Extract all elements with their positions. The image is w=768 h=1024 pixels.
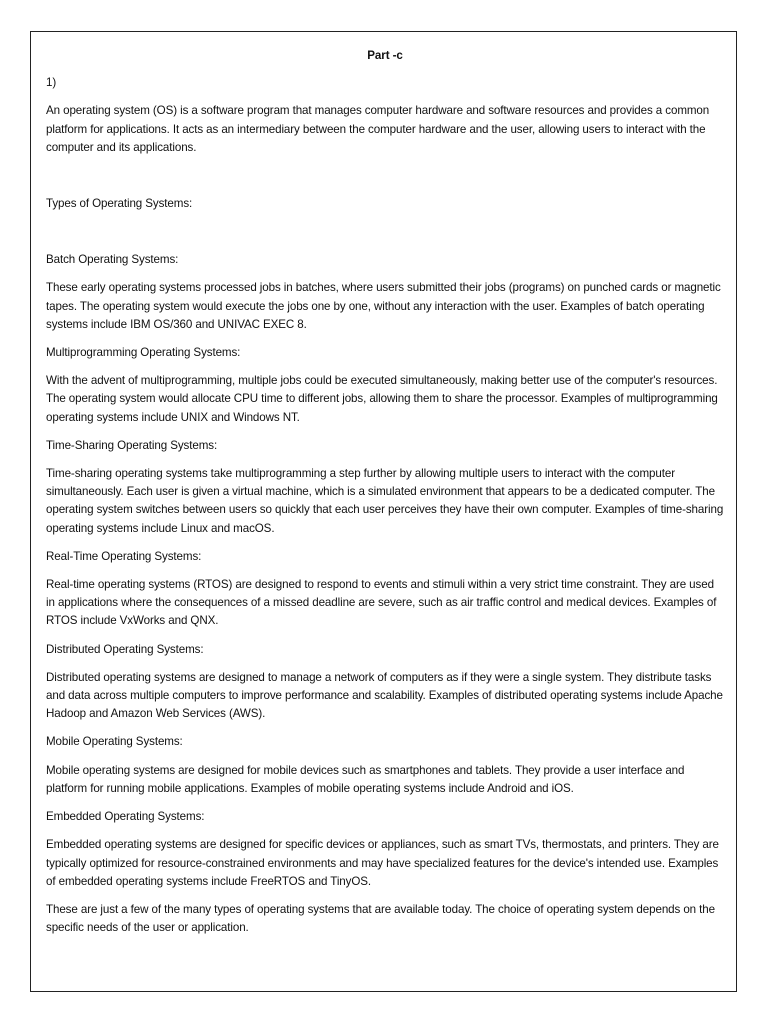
types-heading: Types of Operating Systems: [46,197,193,211]
document-title: Part -c [367,49,403,62]
section-heading-mobile: Mobile Operating Systems: [46,735,183,749]
intro-paragraph: An operating system (OS) is a software program that manages computer hardware and software resources and provides a common platform for applications. It acts as an intermediary between the computer hardware and the user, allowing users to interact with the computer and its applications. [46,104,710,154]
question-number: 1) [46,76,57,90]
section-heading-multiprogramming: Multiprogramming Operating Systems: [46,346,241,360]
document-page [30,31,737,992]
section-body-time-sharing: Time-sharing operating systems take multiprogramming a step further by allowing multiple users to interact with the computer simultaneously. Each user is given a virtual machine, which is a simulated environment that appears to be a dedicated computer. The operating system switches between users so quickly that each user perceives they have their own computer. Examples of time-sharing operating systems include Linux and macOS. [46,467,724,535]
conclusion-paragraph: These are just a few of the many types of operating systems that are available today. The choice of operating system depends on the specific needs of the user or application. [46,902,715,935]
section-body-batch: These early operating systems processed jobs in batches, where users submitted their jobs (programs) on punched cards or magnetic tapes. The operating system would execute the jobs one by one, without any interaction with the user. Examples of batch operating systems include IBM OS/360 and UNIVAC EXEC 8. [46,281,721,331]
section-body-multiprogramming: With the advent of multiprogramming, multiple jobs could be executed simultaneously, making better use of the computer's resources. The operating system would allocate CPU time to different jobs, allowing them to share the processor. Examples of multiprogramming operating systems include UNIX and Windows NT. [46,374,718,424]
section-body-mobile: Mobile operating systems are designed for mobile devices such as smartphones and tablets. They provide a user interface and platform for running mobile applications. Examples of mobile operating systems include Android and iOS. [46,763,685,795]
document-content [46,47,724,947]
section-heading-time-sharing: Time-Sharing Operating Systems: [46,438,218,452]
section-heading-batch: Batch Operating Systems: [46,253,179,267]
section-heading-embedded: Embedded Operating Systems: [46,810,205,824]
section-heading-distributed: Distributed Operating Systems: [46,642,204,656]
section-body-embedded: Embedded operating systems are designed for specific devices or appliances, such as smart TVs, thermostats, and printers. They are typically optimized for resource-constrained environments and may have specialized features for the device's intended use. Examples of embedded operating systems include FreeRTOS and TinyOS. [46,838,719,888]
section-body-real-time: Real-time operating systems (RTOS) are designed to respond to events and stimuli within a very strict time constraint. They are used in applications where the consequences of a missed deadline are severe, such as air traffic control and medical devices. Examples of RTOS include VxWorks and QNX. [46,578,717,628]
section-heading-real-time: Real-Time Operating Systems: [46,549,202,563]
section-body-distributed: Distributed operating systems are designed to manage a network of computers as if they were a single system. They distribute tasks and data across multiple computers to improve performance and scalability. Examples of distributed operating systems include Apache Hadoop and Amazon Web Services (AWS). [46,670,723,721]
